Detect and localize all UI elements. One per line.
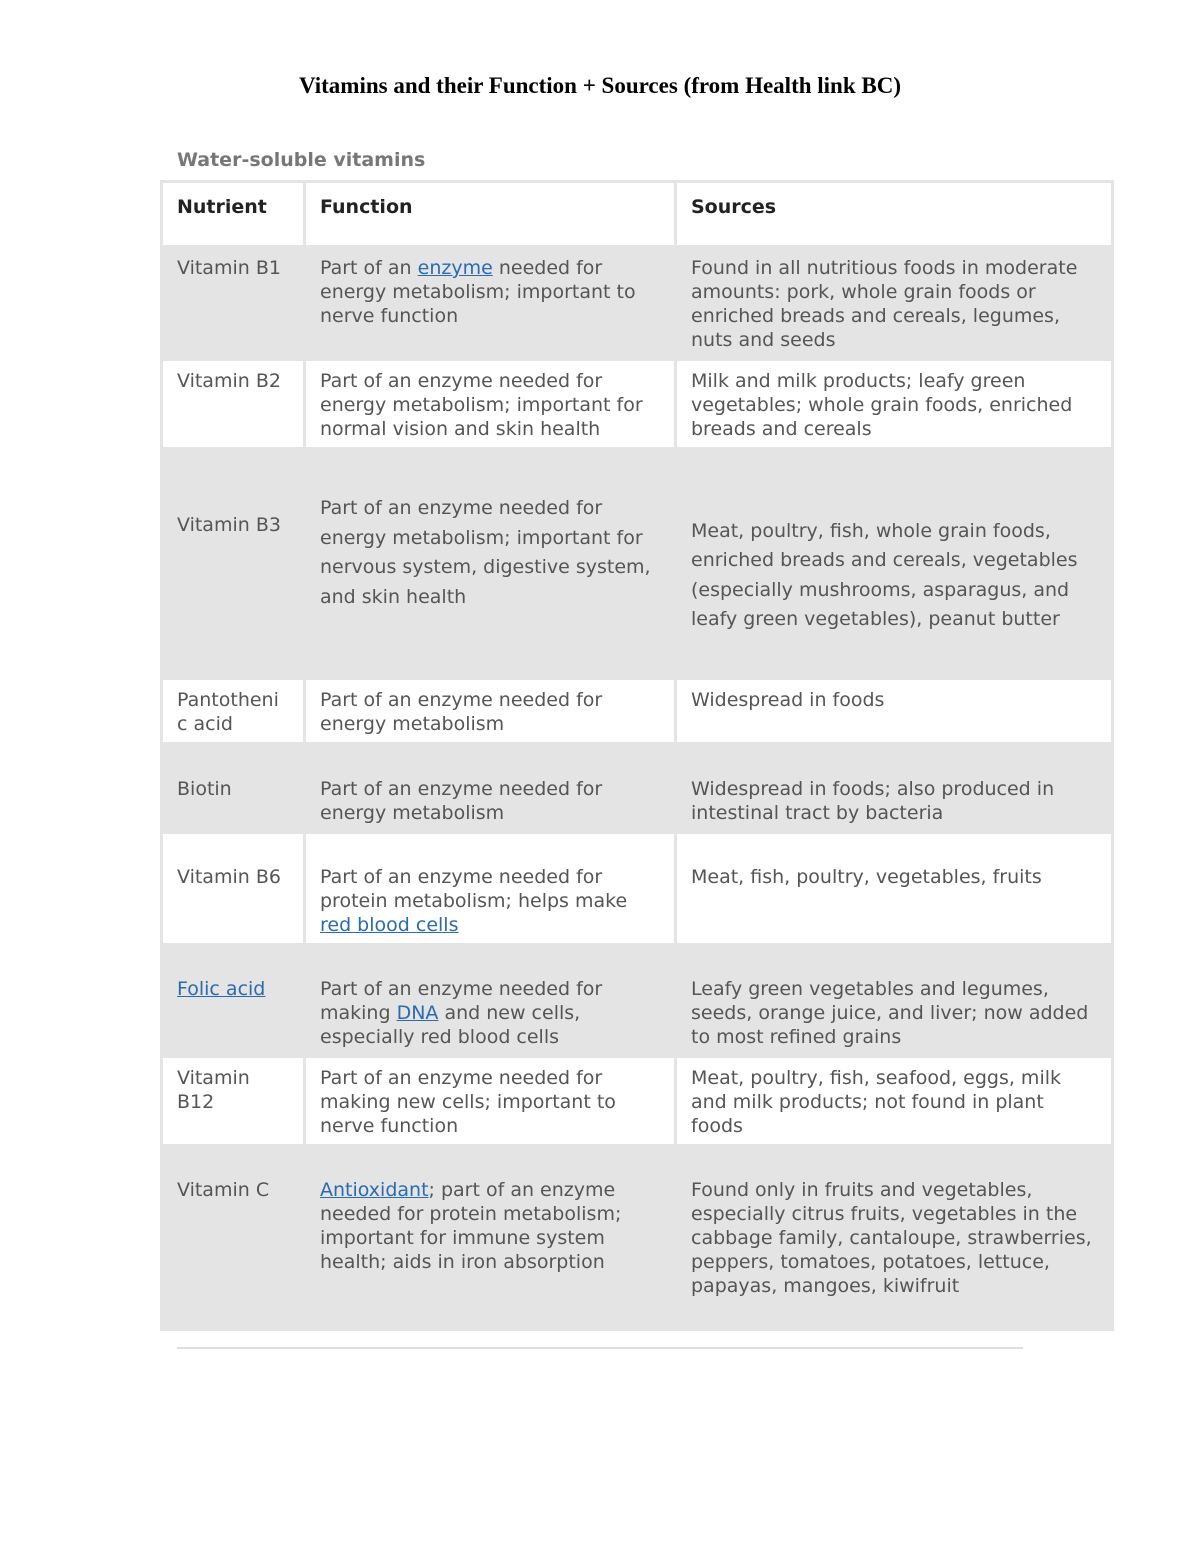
- table-row: [162, 744, 1113, 833]
- function-text: needed for energy metabolism; important to nerve function: [320, 257, 636, 327]
- document-title: [0, 70, 1200, 102]
- function-cell: [305, 945, 676, 1057]
- table-header-row: [162, 182, 1113, 247]
- table-row: [162, 360, 1113, 449]
- dna-link[interactable]: DNA: [396, 1002, 439, 1024]
- function-cell: [305, 833, 676, 945]
- function-text: ; part of an enzyme needed for protein metabolism; important for immune system health; aids in iron absorption: [320, 1179, 622, 1273]
- antioxidant-link[interactable]: Antioxidant: [320, 1179, 429, 1201]
- nutrient-cell: Vitamin B6: [162, 833, 305, 945]
- bottom-divider: [177, 1347, 1023, 1349]
- header-sources: Sources: [676, 182, 1113, 247]
- function-cell: Part of an enzyme needed for making new cells; important to nerve function: [305, 1057, 676, 1146]
- sources-cell: Leafy green vegetables and legumes, seeds, orange juice, and liver; now added to most refined grains: [676, 945, 1113, 1057]
- nutrient-cell: Vitamin B12: [162, 1057, 305, 1146]
- document-title-source: (from Health link BC): [677, 73, 901, 98]
- function-text: Part of an enzyme needed for energy metabolism; important for nervous system, digestive system, and skin health: [320, 497, 651, 608]
- nutrient-cell: Vitamin B2: [162, 360, 305, 449]
- function-cell: [305, 247, 676, 360]
- sources-cell: Widespread in foods: [676, 679, 1113, 744]
- nutrient-cell: Biotin: [162, 744, 305, 833]
- nutrient-cell: [162, 945, 305, 1057]
- sources-cell: Milk and milk products; leafy green vegetables; whole grain foods, enriched breads and cereals: [676, 360, 1113, 449]
- table-row: [162, 1146, 1113, 1330]
- sources-cell: Found in all nutritious foods in moderate amounts: pork, whole grain foods or enriched breads and cereals, legumes, nuts and seeds: [676, 247, 1113, 360]
- table-row: [162, 1057, 1113, 1146]
- nutrient-label: Vitamin B3: [177, 513, 281, 536]
- nutrient-cell: [162, 449, 305, 679]
- table-row: [162, 449, 1113, 679]
- vitamins-table: [160, 180, 1114, 1331]
- header-nutrient: Nutrient: [162, 182, 305, 247]
- nutrient-cell: Vitamin B1: [162, 247, 305, 360]
- document-title-bold: Vitamins and their Function + Sources: [299, 73, 678, 98]
- folic-acid-link[interactable]: Folic acid: [177, 978, 266, 1000]
- sources-cell: Meat, poultry, fish, seafood, eggs, milk and milk products; not found in plant foods: [676, 1057, 1113, 1146]
- function-cell: [305, 449, 676, 679]
- red-blood-cells-link[interactable]: red blood cells: [320, 914, 459, 936]
- table-row: [162, 679, 1113, 744]
- function-cell: [305, 1146, 676, 1330]
- function-text: Part of an enzyme needed for making: [320, 978, 603, 1024]
- function-cell: Part of an enzyme needed for energy metabolism; important for normal vision and skin health: [305, 360, 676, 449]
- table-row: [162, 945, 1113, 1057]
- function-text: Part of an: [320, 257, 418, 279]
- sources-cell: Widespread in foods; also produced in intestinal tract by bacteria: [676, 744, 1113, 833]
- function-text: Part of an enzyme needed for protein metabolism; helps make: [320, 866, 628, 912]
- function-text: and new cells, especially red blood cells: [320, 1002, 581, 1048]
- sources-cell: Meat, fish, poultry, vegetables, fruits: [676, 833, 1113, 945]
- function-cell: Part of an enzyme needed for energy metabolism: [305, 744, 676, 833]
- enzyme-link[interactable]: enzyme: [417, 257, 493, 279]
- sources-cell: Found only in fruits and vegetables, especially citrus fruits, vegetables in the cabbage family, cantaloupe, strawberries, peppers, tomatoes, potatoes, lettuce, papayas, mangoes, kiwifruit: [676, 1146, 1113, 1330]
- sources-cell: [676, 449, 1113, 679]
- section-heading: Water-soluble vitamins: [177, 149, 426, 171]
- header-function: Function: [305, 182, 676, 247]
- sources-text: Meat, poultry, fish, whole grain foods, enriched breads and cereals, vegetables (especially mushrooms, asparagus, and leafy green vegetables), peanut butter: [691, 519, 1078, 630]
- table-row: [162, 247, 1113, 360]
- nutrient-cell: Vitamin C: [162, 1146, 305, 1330]
- function-cell: Part of an enzyme needed for energy metabolism: [305, 679, 676, 744]
- nutrient-cell: Pantothenic acid: [162, 679, 305, 744]
- table-row: [162, 833, 1113, 945]
